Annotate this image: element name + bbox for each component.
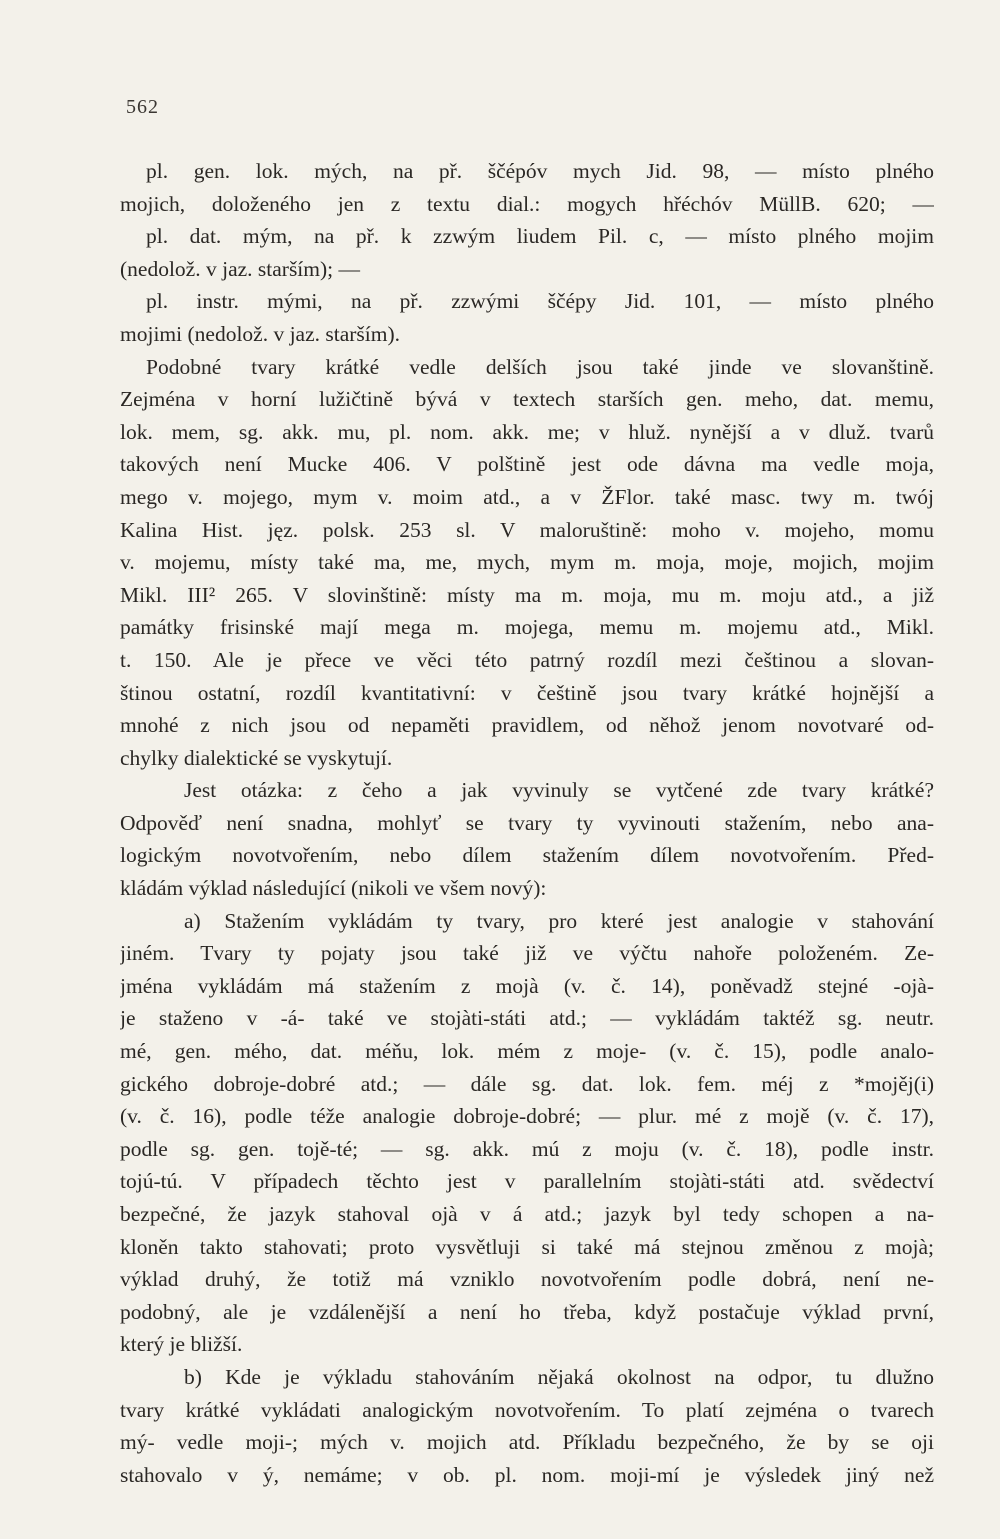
text-line: mojich, doloženého jen z textu dial.: mogych hřéchóv MüllB. 620; — (120, 191, 934, 216)
text-line: památky frisinské mají mega m. mojega, memu m. mojemu atd., Mikl. (120, 615, 934, 640)
text-line: t. 150. Ale je přece ve věci této patrný rozdíl mezi češtinou a slovan- (120, 647, 934, 672)
text-line: mojimi (nedolož. v jaz. starším). (120, 321, 401, 346)
text-line: (v. č. 16), podle téže analogie dobroje-dobré; — plur. mé z mojě (v. č. 17), (120, 1104, 934, 1129)
text-line: mý- vedle moji-; mých v. mojich atd. Příkladu bezpečného, že by se oji (120, 1430, 934, 1455)
text-line: výklad druhý, že totiž má vzniklo novotvořením podle dobrá, není ne- (120, 1267, 934, 1292)
text-line: mego v. mojego, mym v. moim atd., a v ŽFlor. také masc. twy m. twój (120, 484, 934, 509)
text-line: gického dobroje-dobré atd.; — dále sg. dat. lok. fem. méj z *mojěj(i) (120, 1071, 934, 1096)
text-line: kládám výklad následující (nikoli ve všem nový): (120, 876, 547, 901)
text-line: lok. mem, sg. akk. mu, pl. nom. akk. me; v hluž. nynější a v dluž. tvarů (120, 419, 934, 444)
text-line: Kalina Hist. jęz. polsk. 253 sl. V maloruštině: moho v. mojeho, momu (120, 517, 934, 542)
text-line: štinou ostatní, rozdíl kvantitativní: v češtině jsou tvary krátké hojnější a (120, 680, 934, 705)
text-line: tojú-tú. V případech těchto jest v parallelním stojàti-státi atd. svědectví (120, 1169, 934, 1194)
text-line: je staženo v -á- také ve stojàti-státi atd.; — vykládám taktéž sg. neutr. (120, 1006, 934, 1031)
text-line: a) Stažením vykládám ty tvary, pro které jest analogie v stahování (184, 908, 934, 933)
text-line: Jest otázka: z čeho a jak vyvinuly se vytčené zde tvary krátké? (184, 778, 934, 803)
text-line: Mikl. III² 265. V slovinštině: místy ma m. moja, mu m. moju atd., a již (120, 582, 934, 607)
text-line: pl. gen. lok. mých, na př. ščépóv mych Jid. 98, — místo plného (146, 159, 934, 183)
text-line: mé, gen. mého, dat. méňu, lok. mém z moje- (v. č. 15), podle analo- (120, 1039, 934, 1064)
text-line: logickým novotvořením, nebo dílem stažením dílem novotvořením. Před- (120, 843, 934, 868)
text-line: takových není Mucke 406. V polštině jest ode dávna ma vedle moja, (120, 452, 934, 477)
body-text (120, 155, 934, 1491)
text-line: jiném. Tvary ty pojaty jsou také již ve výčtu nahoře položeném. Ze- (120, 941, 934, 966)
text-line: v. mojemu, místy také ma, me, mych, mym m. moja, moje, mojich, mojim (120, 550, 934, 575)
text-line: tvary krátké vykládati analogickým novotvořením. To platí zejména o tvarech (120, 1397, 934, 1422)
text-line: který je bližší. (120, 1332, 243, 1357)
text-line: kloněn takto stahovati; proto vysvětluji si také má stejnou změnou z mojà; (120, 1234, 934, 1259)
text-line: Odpověď není snadna, mohlyť se tvary ty vyvinouti stažením, nebo ana- (120, 810, 934, 835)
text-line: chylky dialektické se vyskytují. (120, 745, 393, 770)
text-line: Podobné tvary krátké vedle delších jsou také jinde ve slovanštině. (146, 354, 934, 379)
text-line: mnohé z nich jsou od nepaměti pravidlem, od něhož jenom novotvaré od- (120, 713, 934, 738)
text-line: pl. dat. mým, na př. k zzwým liudem Pil. c, — místo plného mojim (146, 224, 934, 249)
text-line: b) Kde je výkladu stahováním nějaká okolnost na odpor, tu dlužno (184, 1364, 934, 1389)
text-line: pl. instr. mými, na př. zzwými ščépy Jid. 101, — místo plného (146, 289, 934, 314)
text-line: podobný, ale je vzdálenější a není ho třeba, když postačuje výklad první, (120, 1299, 934, 1324)
page-number: 562 (126, 96, 159, 118)
text-line: jména vykládám má stažením z mojà (v. č. 14), poněvadž stejné -ojà- (120, 973, 934, 998)
text-line: (nedolož. v jaz. starším); — (120, 256, 361, 281)
text-line: Zejména v horní lužičtině bývá v textech starších gen. meho, dat. memu, (120, 387, 934, 412)
text-line: podle sg. gen. tojě-té; — sg. akk. mú z moju (v. č. 18), podle instr. (120, 1136, 934, 1161)
text-line: stahovalo v ý, nemáme; v ob. pl. nom. moji-mí je výsledek jiný než (120, 1462, 934, 1487)
text-line: bezpečné, že jazyk stahoval ojà v á atd.; jazyk byl tedy schopen a na- (120, 1202, 934, 1226)
